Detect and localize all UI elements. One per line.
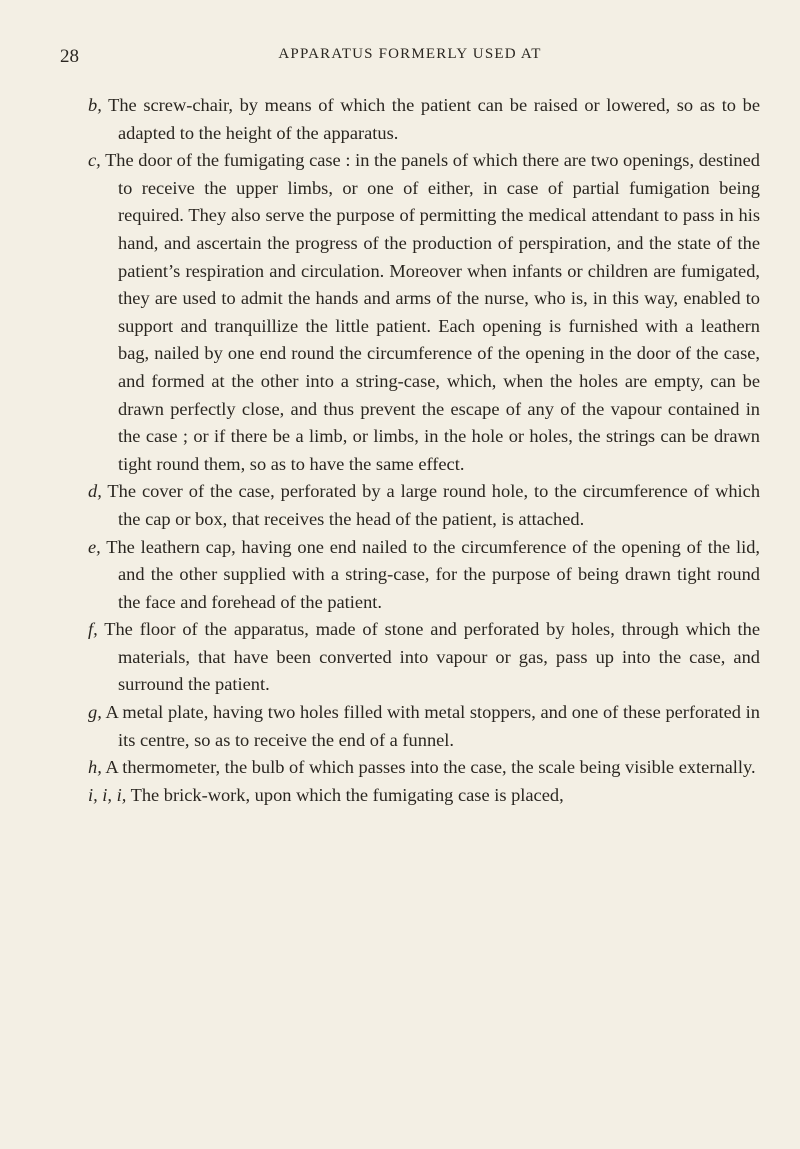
entry-g: [88, 699, 760, 754]
entry-text: A metal plate, having two holes filled with metal stoppers, and one of these perforated in its centre, so as to receive the end of a funnel.: [105, 702, 760, 750]
entry-d: [88, 478, 760, 533]
page-number: 28: [60, 46, 79, 67]
entry-text: The brick-work, upon which the fumigating case is placed,: [130, 784, 564, 805]
entry-text: The screw-chair, by means of which the patient can be raised or lowered, so as to be adapted to the height of the apparatus.: [108, 95, 761, 143]
entry-h: [88, 754, 760, 782]
entry-text: The door of the fumigating case : in the panels of which there are two openings, destined to receive the upper limbs, or one of either, in case of partial fumigation being required. They also serve the purpose of permitting the medical attendant to pass in his hand, and ascertain the progress of the production of perspiration, and the state of the patient’s respiration and circulation. Moreover when infants or children are fumigated, they are used to admit the hands and arms of the nurse, who is, in this way, enabled to support and tranquillize the little patient. Each opening is furnished with a leathern bag, nailed by one end round the circumference of the opening in the door of the case, and formed at the other into a string-case, which, when the holes are empty, can be drawn perfectly close, and thus prevent the escape of any of the vapour contained in the case ; or if there be a limb, or limbs, in the hole or holes, the strings can be drawn tight round them, so as to have the same effect.: [105, 150, 760, 474]
entry-letter: d,: [88, 481, 102, 502]
entry-letter: e,: [88, 536, 101, 557]
entry-letter: g,: [88, 702, 102, 723]
entry-text: The cover of the case, perforated by a large round hole, to the circumference of which the cap or box, that receives the head of the patient, is attached.: [107, 481, 761, 529]
entry-text: The floor of the apparatus, made of stone and perforated by holes, through which the materials, that have been converted into vapour or gas, pass up into the case, and surround the patient.: [104, 619, 760, 695]
page-header: [60, 46, 760, 76]
legend-entries: [88, 92, 760, 809]
entry-b: [88, 92, 760, 147]
entry-letter: h,: [88, 757, 102, 778]
entry-text: A thermometer, the bulb of which passes into the case, the scale being visible externally.: [105, 757, 756, 778]
entry-f: [88, 616, 760, 699]
running-title: APPARATUS FORMERLY USED AT: [278, 46, 542, 62]
entry-i: [88, 782, 760, 810]
entry-c: [88, 147, 760, 478]
entry-letter: c,: [88, 150, 101, 171]
entry-e: [88, 534, 760, 617]
entry-text: The leathern cap, having one end nailed to the circumference of the opening of the lid, and the other supplied with a string-case, for the purpose of being drawn tight round the face and forehead of the patient.: [106, 536, 760, 612]
entry-letter: f,: [88, 619, 98, 640]
entry-letter: i, i, i,: [88, 784, 127, 805]
entry-letter: b,: [88, 95, 102, 115]
